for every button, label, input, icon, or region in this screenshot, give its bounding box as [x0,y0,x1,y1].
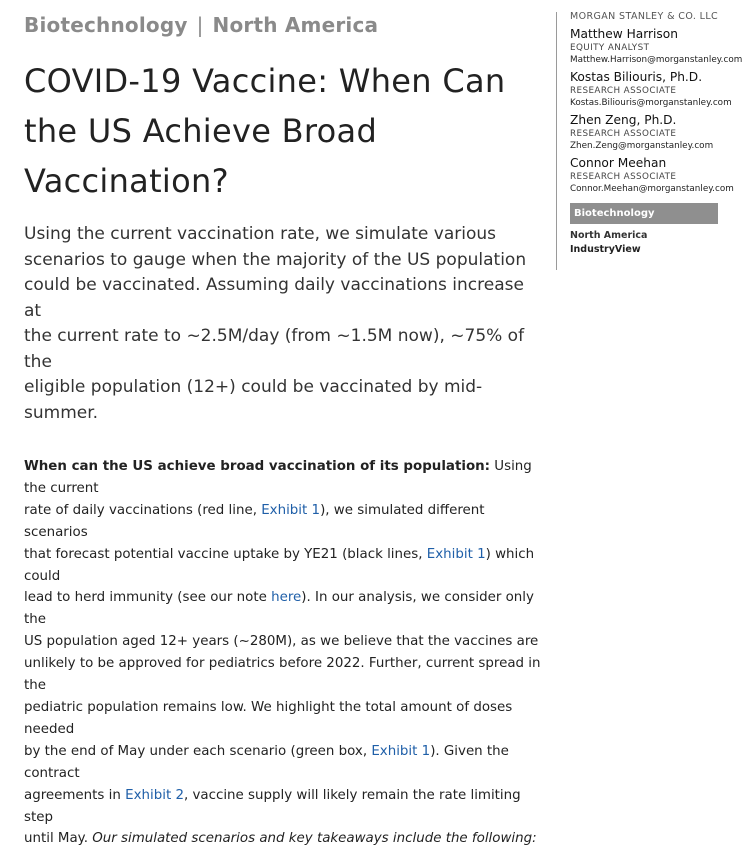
exhibit-1-link[interactable]: Exhibit 1 [261,502,321,518]
body-text: ), we simulated different scenarios [24,502,485,540]
firm-name: MORGAN STANLEY & CO. LLC [570,11,719,22]
summary-line: could be vaccinated. Assuming daily vaccinations increase at [24,275,524,321]
body-text: that forecast potential vaccine uptake by YE21 (black lines, [24,546,427,562]
body-line [24,828,544,850]
kicker-region: North America [212,13,379,37]
exhibit-1-link[interactable]: Exhibit 1 [371,743,431,759]
report-title [24,56,544,206]
exhibit-2-link[interactable]: Exhibit 2 [125,787,184,803]
kicker-sector: Biotechnology [24,13,188,37]
body-text: Using the current [24,459,532,496]
summary-line: eligible population (12+) could be vaccinated by mid-summer. [24,377,483,423]
body-text: rate of daily vaccinations (red line, [24,502,262,518]
analyst-email[interactable]: Matthew.Harrison@morganstanley.com [570,55,742,65]
body-line [24,544,544,588]
body-text: ). In our analysis, we consider only the [24,590,534,628]
lead-heading: When can the US achieve broad vaccination of its population: [24,459,491,474]
analyst-block [570,155,734,195]
sector-bar: Biotechnology [570,203,718,224]
sidebar-region: North America [570,230,648,241]
body-text: agreements in [24,787,126,803]
analyst-block [570,69,732,109]
main-column [24,10,544,850]
body-text: ) which could [24,546,535,584]
title-line: COVID-19 Vaccine: When Can [24,62,506,100]
body-paragraph [24,456,544,850]
title-line: Vaccination? [24,162,229,200]
analyst-email[interactable]: Zhen.Zeng@morganstanley.com [570,141,714,151]
analyst-email[interactable]: Connor.Meehan@morganstanley.com [570,184,734,194]
body-line: unlikely to be approved for pediatrics before 2022. Further, current spread in the [24,656,541,694]
analyst-name: Connor Meehan [570,156,667,170]
analyst-sidebar [570,10,742,257]
exhibit-1-link[interactable]: Exhibit 1 [426,546,486,562]
title-line: the US Achieve Broad [24,112,378,150]
body-line [24,785,544,829]
summary-line: Using the current vaccination rate, we simulate various [24,224,496,244]
analyst-name: Matthew Harrison [570,27,678,41]
analyst-block [570,26,742,66]
kicker-separator: | [196,13,204,37]
body-text: by the end of May under each scenario (green box, [24,743,372,759]
analyst-email[interactable]: Kostas.Biliouris@morganstanley.com [570,98,732,108]
summary-paragraph [24,222,544,426]
body-line [24,500,544,544]
summary-line: scenarios to gauge when the majority of the US population [24,249,527,270]
analyst-name: Zhen Zeng, Ph.D. [570,113,677,127]
analyst-role: RESEARCH ASSOCIATE [570,172,677,182]
analyst-role: RESEARCH ASSOCIATE [570,86,677,96]
summary-line: the current rate to ~2.5M/day (from ~1.5M now), ~75% of the [24,326,525,372]
body-text: lead to herd immunity (see our note [24,590,272,606]
takeaways-intro: Our simulated scenarios and key takeaways include the following: [92,831,537,847]
body-text: until May. [24,831,93,847]
analyst-role: RESEARCH ASSOCIATE [570,129,677,139]
analyst-role: EQUITY ANALYST [570,43,650,53]
report-kicker [24,10,544,40]
body-line [24,587,544,631]
sidebar-divider [556,12,557,270]
analyst-name: Kostas Biliouris, Ph.D. [570,70,703,84]
body-line: US population aged 12+ years (~280M), as we believe that the vaccines are [24,634,539,650]
analyst-block [570,112,718,152]
industry-view-label: IndustryView [570,244,641,255]
body-text: , vaccine supply will likely remain the rate limiting step [24,787,521,825]
body-text: ). Given the contract [24,743,509,781]
here-link[interactable]: here [271,590,302,606]
body-line [24,741,544,785]
body-line [24,456,544,500]
body-line: pediatric population remains low. We highlight the total amount of doses needed [24,699,513,737]
